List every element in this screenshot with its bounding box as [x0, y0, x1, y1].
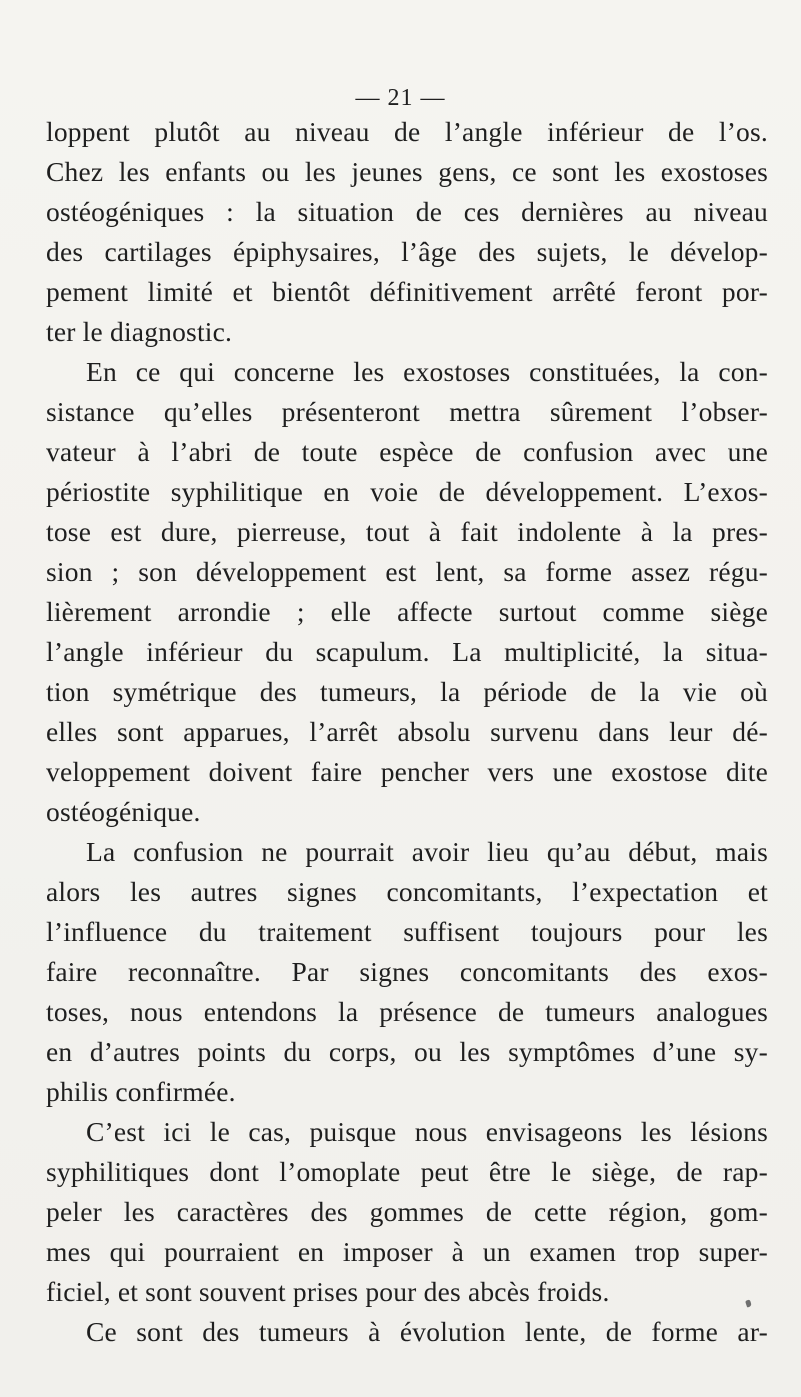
text-line-16: elles sont apparues, l’arrêt absolu survenu dans leur dé- [46, 716, 768, 747]
text-line-18: ostéogénique. [46, 796, 201, 827]
text-line-8: sistance qu’elles présenteront mettra sûrement l’obser- [46, 396, 768, 427]
text-line-1: loppent plutôt au niveau de l’angle inférieur de l’os. [46, 116, 768, 147]
text-line-27: syphilitiques dont l’omoplate peut être le siège, de rap- [46, 1156, 768, 1187]
page-number: — 21 — [355, 85, 446, 111]
body-text [46, 112, 768, 1352]
text-line-3: ostéogéniques : la situation de ces dernières au niveau [46, 196, 768, 227]
text-line-10: périostite syphilitique en voie de développement. L’exos- [46, 476, 768, 507]
text-line-21: l’influence du traitement suffisent toujours pour les [46, 916, 768, 947]
text-line-6: ter le diagnostic. [46, 316, 233, 347]
text-line-7: En ce qui concerne les exostoses constituées, la con- [86, 356, 768, 387]
text-line-26: C’est ici le cas, puisque nous envisageons les lésions [86, 1116, 768, 1147]
text-line-5: pement limité et bientôt définitivement arrêté feront por- [46, 276, 768, 307]
text-line-13: lièrement arrondie ; elle affecte surtout comme siège [46, 596, 768, 627]
text-line-11: tose est dure, pierreuse, tout à fait indolente à la pres- [46, 516, 768, 547]
text-line-24: en d’autres points du corps, ou les symptômes d’une sy- [46, 1036, 768, 1067]
text-line-12: sion ; son développement est lent, sa forme assez régu- [46, 556, 768, 587]
text-line-23: toses, nous entendons la présence de tumeurs analogues [46, 996, 768, 1027]
text-line-2: Chez les enfants ou les jeunes gens, ce sont les exostoses [46, 156, 768, 187]
text-line-29: mes qui pourraient en imposer à un examen trop super- [46, 1236, 768, 1267]
text-line-28: peler les caractères des gommes de cette région, gom- [46, 1196, 768, 1227]
text-line-14: l’angle inférieur du scapulum. La multiplicité, la situa- [46, 636, 768, 667]
text-line-20: alors les autres signes concomitants, l’expectation et [46, 876, 768, 907]
text-line-31: Ce sont des tumeurs à évolution lente, de forme ar- [86, 1316, 768, 1347]
text-line-30: ficiel, et sont souvent prises pour des abcès froids. [46, 1276, 610, 1307]
text-line-15: tion symétrique des tumeurs, la période de la vie où [46, 676, 768, 707]
text-line-22: faire reconnaître. Par signes concomitants des exos- [46, 956, 768, 987]
text-line-19: La confusion ne pourrait avoir lieu qu’au début, mais [86, 836, 768, 867]
text-line-25: philis confirmée. [46, 1076, 236, 1107]
text-line-9: vateur à l’abri de toute espèce de confusion avec une [46, 436, 768, 467]
text-line-4: des cartilages épiphysaires, l’âge des sujets, le dévelop- [46, 236, 768, 267]
text-line-17: veloppement doivent faire pencher vers une exostose dite [46, 756, 768, 787]
